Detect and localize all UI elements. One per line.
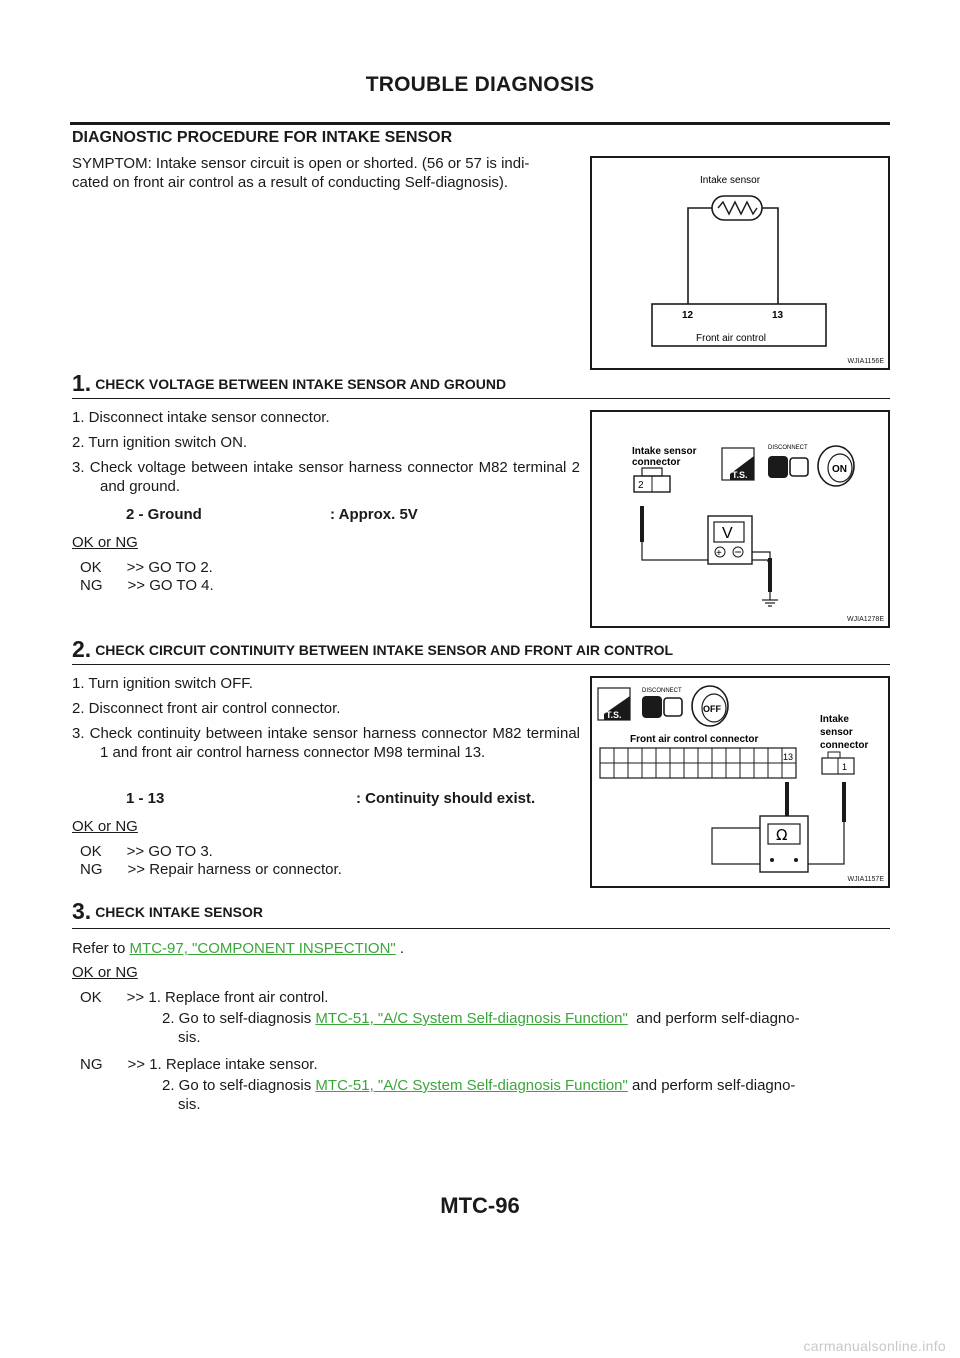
probe-wire-b — [806, 822, 844, 864]
pin-1-label: 1 — [842, 762, 848, 772]
ok-line-2-prefix: 2. Go to self-diagnosis — [162, 1010, 316, 1027]
connector-latch — [642, 468, 662, 476]
figure-code: WJIA1157E — [847, 876, 884, 883]
step-1-title: CHECK VOLTAGE BETWEEN INTAKE SENSOR AND GROUND — [95, 376, 507, 392]
sensor-label-1: Intake — [820, 714, 849, 725]
ts-label: T.S. — [732, 470, 748, 480]
step-3-ok-line-3: sis. — [178, 1029, 201, 1046]
fig2-pin-label: 2 — [638, 480, 644, 491]
step-1-item-2: 2. Turn ignition switch ON. — [72, 434, 248, 451]
step-2-ok: OK >> GO TO 3. — [80, 843, 213, 860]
refer-suffix: . — [395, 940, 405, 957]
step-2-instructions — [72, 674, 580, 762]
step-3-number: 3. — [72, 898, 92, 924]
plus-sign: + — [716, 548, 722, 559]
step-1-ng: NG >> GO TO 4. — [80, 577, 214, 594]
step-2-heading — [72, 636, 673, 663]
step-3-rule — [72, 928, 890, 929]
resistor-icon — [718, 202, 757, 214]
symptom-text — [72, 154, 592, 192]
ng-line-2-prefix: 2. Go to self-diagnosis — [162, 1077, 316, 1094]
step-2-item-2: 2. Disconnect front air control connector. — [72, 700, 341, 717]
voltmeter-symbol: V — [722, 525, 733, 542]
continuity-check-figure — [590, 676, 890, 888]
disconnect-connector-icon — [642, 696, 662, 718]
figure-code: WJIA1278E — [847, 616, 884, 623]
step-2-ng: NG >> Repair harness or connector. — [80, 861, 342, 878]
symptom-line-1: SYMPTOM: Intake sensor circuit is open or shorted. (56 or 57 is indi- — [72, 155, 530, 172]
fig2-connector-label-2: connector — [632, 457, 681, 468]
step-2-title: CHECK CIRCUIT CONTINUITY BETWEEN INTAKE SENSOR AND FRONT AIR CONTROL — [95, 642, 674, 658]
step-2-rule — [72, 664, 890, 665]
self-diagnosis-link-ng[interactable]: MTC-51, "A/C System Self-diagnosis Function" — [315, 1077, 628, 1094]
fig2-connector-label-1: Intake sensor — [632, 446, 697, 457]
disconnect-connector-icon — [768, 456, 788, 478]
fig1-label-bottom: Front air control — [696, 333, 767, 344]
meter-terminal — [794, 858, 798, 862]
front-air-control-connector-label: Front air control connector — [630, 734, 759, 745]
voltage-check-diagram — [592, 412, 888, 626]
probe-icon — [640, 506, 644, 542]
step-3-ok-line-2 — [162, 1009, 800, 1028]
step-1-heading — [72, 370, 506, 397]
step-3-ng-line-3: sis. — [178, 1096, 201, 1113]
intake-sensor-circuit-figure — [590, 156, 890, 370]
step-1-item-3: 3. Check voltage between intake sensor harness connector M82 terminal 2 and ground. — [72, 459, 580, 495]
step-1-number: 1. — [72, 370, 92, 396]
step-1-instructions — [72, 408, 580, 496]
step-2-ok-or-ng: OK or NG — [72, 818, 138, 835]
ts-label: T.S. — [606, 710, 622, 720]
watermark: carmanualsonline.info — [803, 1338, 946, 1354]
step-3-title: CHECK INTAKE SENSOR — [95, 904, 263, 920]
wire-13 — [762, 208, 778, 304]
disconnect-label: DISCONNECT — [768, 445, 808, 451]
step-3-ok-line-1: OK >> 1. Replace front air control. — [80, 989, 329, 1006]
step-2-item-3: 3. Check continuity between intake sensor harness connector M82 terminal 1 and front air control harness connector M98 terminal 13. — [72, 725, 580, 761]
step-2-number: 2. — [72, 636, 92, 662]
pin-13-label: 13 — [783, 752, 794, 762]
sensor-label-2: sensor — [820, 727, 853, 738]
ok-line-2-suffix: and perform self-diagno- — [627, 1010, 800, 1027]
page-title: TROUBLE DIAGNOSIS — [365, 73, 595, 96]
terminal-13-label: 13 — [772, 310, 784, 321]
switch-off-label: OFF — [703, 704, 721, 714]
step-3-ng-line-1: NG >> 1. Replace intake sensor. — [80, 1056, 318, 1073]
step-2-spec-left: 1 - 13 — [126, 790, 165, 807]
continuity-check-diagram — [592, 678, 888, 886]
refer-prefix: Refer to — [72, 940, 130, 957]
sensor-label-3: connector — [820, 740, 869, 751]
wire-12 — [688, 208, 712, 304]
step-3-ng-line-2 — [162, 1076, 795, 1095]
ground-probe-icon — [768, 558, 772, 592]
front-air-control-connector — [600, 748, 796, 778]
page-number: MTC-96 — [440, 1193, 520, 1218]
fig1-label-top: Intake sensor — [700, 175, 761, 186]
switch-on-label: ON — [832, 464, 847, 475]
disconnect-connector-icon-2 — [664, 698, 682, 716]
step-1-rule — [72, 398, 890, 399]
step-3-refer — [72, 939, 404, 958]
step-2-spec-right: : Continuity should exist. — [356, 790, 536, 807]
voltage-check-figure — [590, 410, 890, 628]
disconnect-label: DISCONNECT — [642, 688, 682, 694]
step-1-item-1: 1. Disconnect intake sensor connector. — [72, 409, 330, 426]
ohm-symbol: Ω — [776, 826, 788, 844]
ng-line-2-suffix: and perform self-diagno- — [627, 1077, 796, 1094]
step-3-heading — [72, 898, 263, 925]
step-1-ok-or-ng: OK or NG — [72, 534, 138, 551]
step-2-item-1: 1. Turn ignition switch OFF. — [72, 675, 253, 692]
terminal-12-label: 12 — [682, 310, 694, 321]
section-title: DIAGNOSTIC PROCEDURE FOR INTAKE SENSOR — [72, 129, 453, 146]
step-1-spec-left: 2 - Ground — [126, 506, 202, 523]
self-diagnosis-link-ok[interactable]: MTC-51, "A/C System Self-diagnosis Function" — [315, 1010, 628, 1027]
figure-code: WJIA1156E — [847, 358, 884, 365]
ground-wire — [752, 552, 770, 558]
header-rule — [70, 122, 890, 125]
component-inspection-link[interactable]: MTC-97, "COMPONENT INSPECTION" — [129, 940, 396, 957]
meter-terminal — [770, 858, 774, 862]
probe-icon — [842, 782, 846, 822]
step-1-spec-right: : Approx. 5V — [330, 506, 418, 523]
symptom-line-2: cated on front air control as a result of conducting Self-diagnosis). — [72, 174, 509, 191]
sensor-connector-latch — [828, 752, 840, 758]
circuit-diagram — [592, 158, 888, 368]
step-3-ok-or-ng: OK or NG — [72, 964, 138, 981]
step-1-ok: OK >> GO TO 2. — [80, 559, 213, 576]
disconnect-connector-icon-2 — [790, 458, 808, 476]
sensor-symbol — [712, 196, 762, 220]
